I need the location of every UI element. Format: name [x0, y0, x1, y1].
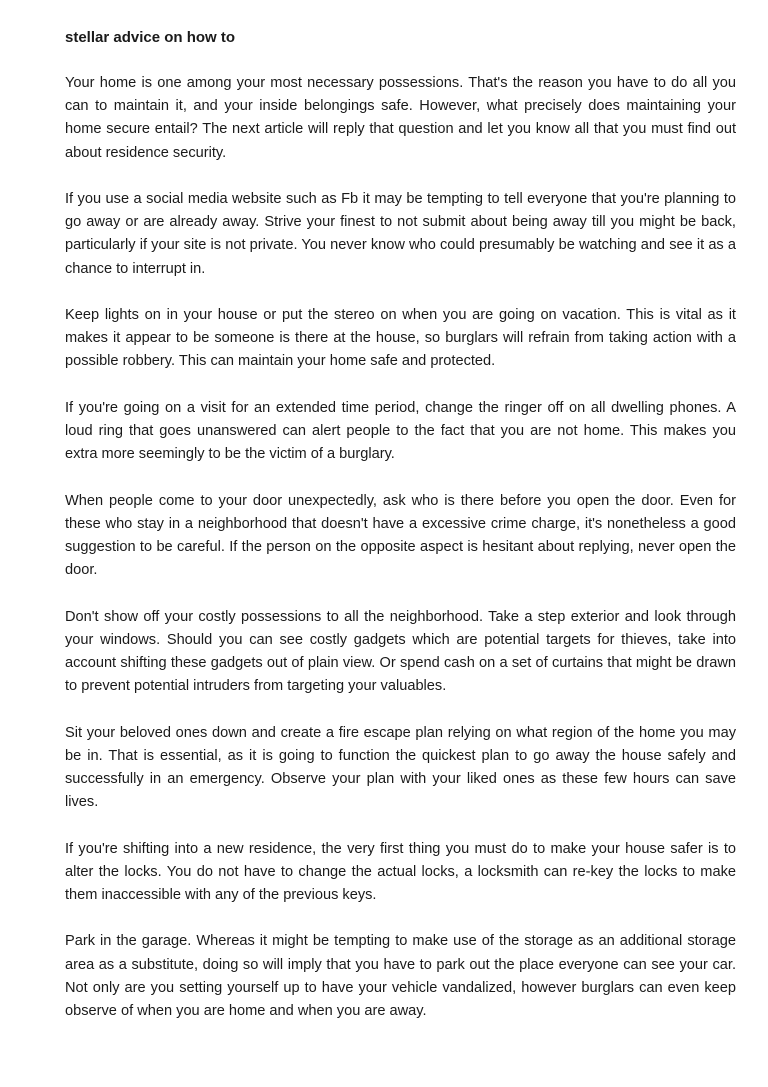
- paragraph-2: If you use a social media website such as Fb it may be tempting to tell everyone that you're planning to go away or are already away. Strive your finest to not submit about being away till you might be back, particularly if your site is not private. You never know who could presumably be watching and see it as a chance to interrupt in.: [65, 191, 736, 277]
- paragraph-1: Your home is one among your most necessary possessions. That's the reason you have to do all you can to maintain it, and your inside belongings safe. However, what precisely does maintaining your home secure entail? The next article will reply that question and let you know all that you must find out about residence security.: [65, 75, 736, 161]
- paragraph-5: When people come to your door unexpectedly, ask who is there before you open the door. Even for these who stay in a neighborhood that doesn't have a excessive crime charge, it's nonetheless a good suggestion to be careful. If the person on the opposite aspect is hesitant about replying, never open the door.: [65, 492, 736, 579]
- paragraph-7: Sit your beloved ones down and create a fire escape plan relying on what region of the home you may be in. That is essential, as it is going to function the quickest plan to go away the house safely and successfully in an emergency. Observe your plan with your liked ones as these few hours can save lives.: [65, 724, 736, 811]
- paragraph-8: If you're shifting into a new residence, the very first thing you must do to make your house safer is to alter the locks. You do not have to change the actual locks, a locksmith can re-key the locks to make them inaccessible with any of the previous keys.: [65, 840, 736, 903]
- paragraph-6: Don't show off your costly possessions to all the neighborhood. Take a step exterior and look through your windows. Should you can see costly gadgets which are potential targets for thieves, take into account shifting these gadgets out of plain view. Or spend cash on a set of curtains that might be drawn to prevent potential intruders from targeting your valuables.: [65, 608, 736, 695]
- paragraph-3: Keep lights on in your house or put the stereo on when you are going on vacation. This is vital as it makes it appear to be someone is there at the house, so burglars will refrain from taking action with a possible robbery. This can maintain your home safe and protected.: [65, 307, 736, 370]
- document-page: [65, 26, 736, 1046]
- document-title: stellar advice on how to: [65, 29, 236, 46]
- paragraph-4: If you're going on a visit for an extended time period, change the ringer off on all dwelling phones. A loud ring that goes unanswered can alert people to the fact that you are not home. This makes you extra more seemingly to be the victim of a burglary.: [65, 399, 736, 463]
- paragraph-9: Park in the garage. Whereas it might be tempting to make use of the storage as an additional storage area as a substitute, doing so will imply that you have to park out the place everyone can see your car. Not only are you setting yourself up to have your vehicle vandalized, however burglars can even keep observe of when you are home and when you are away.: [65, 933, 736, 1019]
